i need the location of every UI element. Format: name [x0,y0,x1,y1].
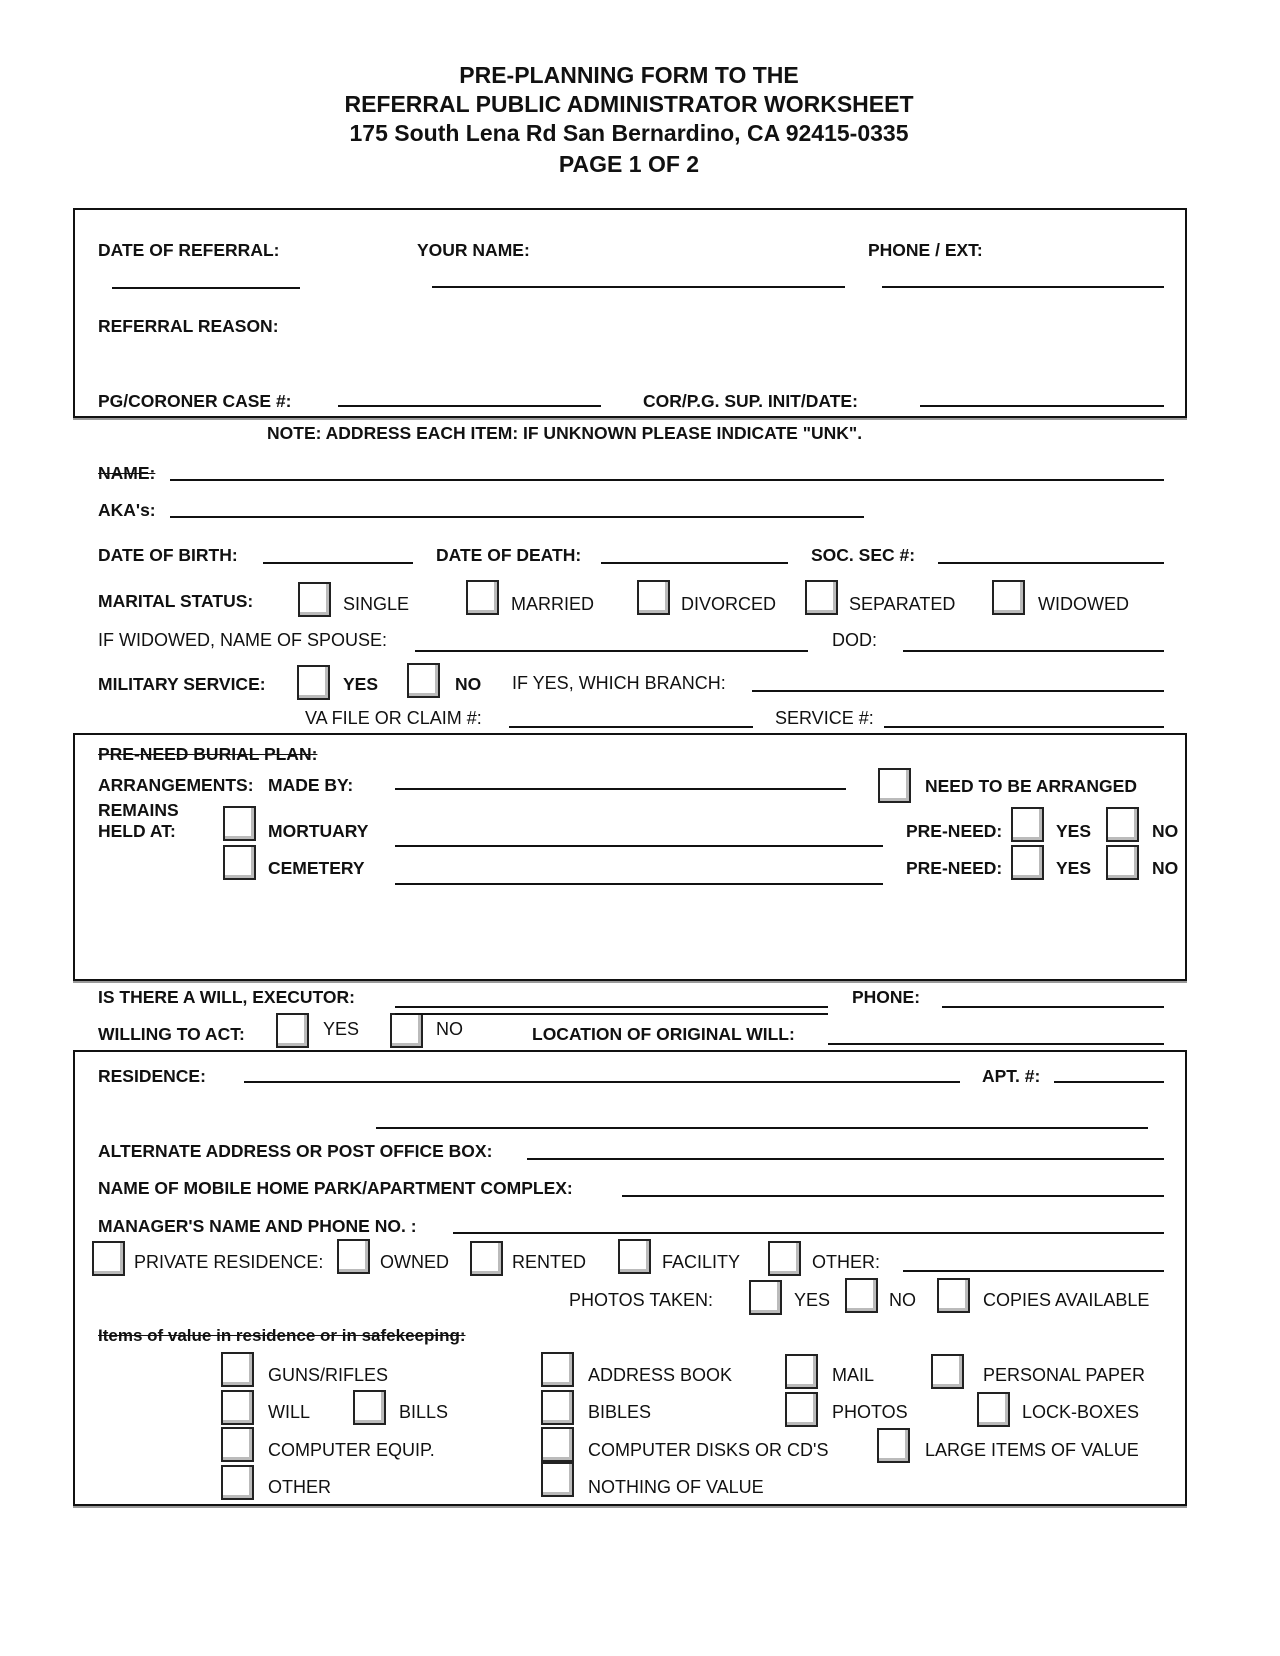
date-of-birth-field[interactable] [263,562,413,564]
va-file-field[interactable] [509,726,753,728]
checkbox-mail[interactable] [785,1354,818,1389]
arrangements-label: ARRANGEMENTS: [98,775,254,795]
checkbox-copies-available[interactable] [937,1278,970,1313]
checkbox-married[interactable] [466,580,499,615]
checkbox-other-item[interactable] [221,1465,254,1500]
date-of-death-label: DATE OF DEATH: [436,545,582,565]
separated-label: SEPARATED [849,594,956,614]
spouse-dod-label: DOD: [832,630,877,650]
mortuary-preneed-no-label: NO [1152,821,1179,841]
need-to-be-arranged-label: NEED TO BE ARRANGED [925,776,1137,796]
checkbox-nothing-of-value[interactable] [541,1462,574,1497]
checkbox-military-no[interactable] [407,663,440,698]
bills-label: BILLS [399,1402,449,1422]
checkbox-other-residence[interactable] [768,1241,801,1276]
photos-item-label: PHOTOS [832,1402,908,1422]
checkbox-will[interactable] [221,1390,254,1425]
checkbox-cemetery[interactable] [223,845,256,880]
checkbox-lock-boxes[interactable] [977,1392,1010,1427]
apt-number-field[interactable] [1054,1081,1164,1083]
checkbox-facility[interactable] [618,1239,651,1274]
guns-rifles-label: GUNS/RIFLES [268,1365,389,1385]
case-number-field[interactable] [338,405,601,407]
manager-name-phone-field[interactable] [453,1232,1164,1234]
will-executor-field[interactable] [395,1006,828,1008]
name-field[interactable] [170,479,1164,481]
checkbox-separated[interactable] [805,580,838,615]
checkbox-mortuary-preneed-no[interactable] [1106,807,1139,842]
facility-label: FACILITY [662,1252,741,1272]
checkbox-willing-no[interactable] [390,1013,423,1048]
checkbox-divorced[interactable] [637,580,670,615]
aka-field[interactable] [170,516,864,518]
checkbox-rented[interactable] [470,1241,503,1276]
willing-to-act-label: WILLING TO ACT: [98,1024,245,1044]
name-label: NAME: [98,463,156,483]
your-name-label: YOUR NAME: [417,240,530,260]
branch-field[interactable] [752,690,1164,692]
military-no-label: NO [455,674,482,694]
executor-phone-label: PHONE: [852,987,921,1007]
mortuary-preneed-label: PRE-NEED: [906,821,1003,841]
cemetery-preneed-yes-label: YES [1056,858,1092,878]
made-by-field[interactable] [395,788,846,790]
checkbox-address-book[interactable] [541,1352,574,1387]
bibles-label: BIBLES [588,1402,652,1422]
items-of-value-heading: Items of value in residence or in safekeeping: [98,1326,466,1345]
alternate-address-label: ALTERNATE ADDRESS OR POST OFFICE BOX: [98,1141,493,1161]
checkbox-photos-item[interactable] [785,1392,818,1427]
address-book-label: ADDRESS BOOK [588,1365,733,1385]
other-item-label: OTHER [268,1477,331,1497]
date-of-birth-label: DATE OF BIRTH: [98,545,238,565]
date-of-referral-label: DATE OF REFERRAL: [98,240,280,260]
made-by-label: MADE BY: [268,775,354,795]
copies-available-label: COPIES AVAILABLE [983,1290,1150,1310]
checkbox-computer-disks[interactable] [541,1427,574,1462]
page-number: PAGE 1 OF 2 [558,151,700,177]
residence-field[interactable] [244,1081,960,1083]
form-address: 175 South Lena Rd San Bernardino, CA 92415-0335 [349,120,909,146]
checkbox-large-items[interactable] [877,1428,910,1463]
form-title-line-2: REFERRAL PUBLIC ADMINISTRATOR WORKSHEET [344,91,914,117]
case-number-label: PG/CORONER CASE #: [98,391,292,411]
service-number-field[interactable] [884,726,1164,728]
will-location-label: LOCATION OF ORIGINAL WILL: [532,1024,795,1044]
checkbox-owned[interactable] [337,1239,370,1274]
checkbox-guns-rifles[interactable] [221,1352,254,1387]
checkbox-photos-yes[interactable] [749,1280,782,1315]
ssn-label: SOC. SEC #: [811,545,916,565]
supervisor-init-date-label: COR/P.G. SUP. INIT/DATE: [643,391,858,411]
cemetery-preneed-no-label: NO [1152,858,1179,878]
phone-ext-label: PHONE / EXT: [868,240,983,260]
military-service-label: MILITARY SERVICE: [98,674,266,694]
manager-name-phone-label: MANAGER'S NAME AND PHONE NO. : [98,1216,417,1236]
willing-yes-label: YES [323,1019,360,1039]
checkbox-private-residence[interactable] [92,1241,125,1276]
spouse-dod-field[interactable] [903,650,1164,652]
referral-reason-label: REFERRAL REASON: [98,316,279,336]
will-item-label: WILL [268,1402,311,1422]
remains-label-line-2: HELD AT: [98,821,176,841]
executor-phone-field[interactable] [942,1006,1164,1008]
checkbox-bills[interactable] [353,1390,386,1425]
mobile-home-park-field[interactable] [622,1195,1164,1197]
checkbox-military-yes[interactable] [297,665,330,700]
checkbox-computer-equip[interactable] [221,1427,254,1462]
personal-paper-label: PERSONAL PAPER [983,1365,1146,1385]
lock-boxes-label: LOCK-BOXES [1022,1402,1140,1422]
phone-ext-field[interactable] [882,286,1164,288]
single-label: SINGLE [343,594,410,614]
married-label: MARRIED [511,594,595,614]
checkbox-widowed[interactable] [992,580,1025,615]
form-title-line-1: PRE-PLANNING FORM TO THE [459,62,799,88]
checkbox-bibles[interactable] [541,1390,574,1425]
photos-yes-label: YES [794,1290,831,1310]
photos-no-label: NO [889,1290,916,1310]
burial-plan-heading: PRE-NEED BURIAL PLAN: [98,744,318,764]
widowed-label: WIDOWED [1038,594,1129,614]
ssn-field[interactable] [938,562,1164,564]
checkbox-mortuary[interactable] [223,806,256,841]
checkbox-cemetery-preneed-no[interactable] [1106,845,1139,880]
mobile-home-park-label: NAME OF MOBILE HOME PARK/APARTMENT COMPLEX: [98,1178,573,1198]
residence-field-line-2[interactable] [376,1127,1148,1129]
mortuary-label: MORTUARY [268,821,369,841]
date-of-referral-field[interactable] [112,287,300,289]
other-residence-field[interactable] [903,1270,1164,1272]
will-executor-label: IS THERE A WILL, EXECUTOR: [98,987,355,1007]
checkbox-mortuary-preneed-yes[interactable] [1011,807,1044,842]
will-location-field[interactable] [828,1043,1164,1045]
apt-number-label: APT. #: [982,1066,1041,1086]
supervisor-init-date-field[interactable] [920,405,1164,407]
computer-disks-label: COMPUTER DISKS OR CD'S [588,1440,829,1460]
va-file-label: VA FILE OR CLAIM #: [305,708,482,728]
checkbox-single[interactable] [298,582,331,617]
branch-label: IF YES, WHICH BRANCH: [512,673,726,693]
checkbox-cemetery-preneed-yes[interactable] [1011,845,1044,880]
checkbox-need-to-be-arranged[interactable] [878,768,911,803]
cemetery-preneed-label: PRE-NEED: [906,858,1003,878]
private-residence-label: PRIVATE RESIDENCE: [134,1252,324,1272]
service-number-label: SERVICE #: [775,708,874,728]
checkbox-photos-no[interactable] [845,1278,878,1313]
other-residence-label: OTHER: [812,1252,881,1272]
large-items-label: LARGE ITEMS OF VALUE [925,1440,1139,1460]
checkbox-willing-yes[interactable] [276,1013,309,1048]
residence-label: RESIDENCE: [98,1066,206,1086]
spouse-name-label: IF WIDOWED, NAME OF SPOUSE: [98,630,388,650]
computer-equip-label: COMPUTER EQUIP. [268,1440,435,1460]
checkbox-personal-paper[interactable] [931,1354,964,1389]
alternate-address-field[interactable] [527,1158,1164,1160]
mortuary-preneed-yes-label: YES [1056,821,1092,841]
military-yes-label: YES [343,674,379,694]
rented-label: RENTED [512,1252,587,1272]
date-of-death-field[interactable] [601,562,788,564]
cemetery-field[interactable] [395,883,883,885]
your-name-field[interactable] [432,286,845,288]
marital-status-label: MARITAL STATUS: [98,591,254,611]
instruction-note: NOTE: ADDRESS EACH ITEM: IF UNKNOWN PLEASE INDICATE "UNK". [267,423,863,443]
divorced-label: DIVORCED [681,594,777,614]
nothing-of-value-label: NOTHING OF VALUE [588,1477,764,1497]
photos-taken-label: PHOTOS TAKEN: [569,1290,714,1310]
remains-label-line-1: REMAINS [98,800,179,820]
owned-label: OWNED [380,1252,449,1272]
willing-no-label: NO [436,1019,463,1039]
mortuary-field[interactable] [395,845,883,847]
spouse-name-field[interactable] [415,650,808,652]
mail-label: MAIL [832,1365,875,1385]
aka-label: AKA's: [98,500,156,520]
will-divider [395,1013,828,1015]
cemetery-label: CEMETERY [268,858,365,878]
